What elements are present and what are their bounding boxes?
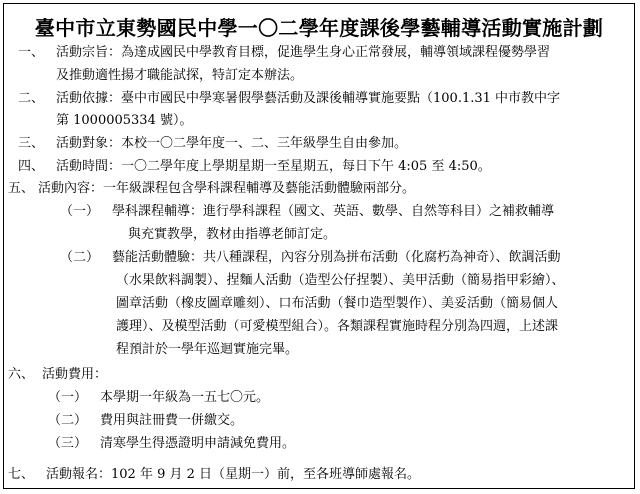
section-5-item-2-line-3: 圖章活動（橡皮圖章雕刻）、口布活動（餐巾造型製作）、美妥活動（簡易個人 xyxy=(116,296,559,311)
section-5-item-1-line-2: 與充實教學，教材由指導老師訂定。 xyxy=(128,227,337,242)
section-4-line-1 xyxy=(18,158,491,176)
section-5-item-2-text-1: 藝能活動體驗：共八種課程，內容分別為拼布活動（化腐朽為神奇）、飲調活動 xyxy=(112,250,561,265)
section-5-item-2-line-5: 程預計於一學年巡迴實施完畢。 xyxy=(116,342,299,357)
section-1-number: 一、 xyxy=(18,45,45,60)
section-3-text-1: 活動對象：本校一〇二學年度一、二、三年級學生自由參加。 xyxy=(56,136,408,151)
section-1-line-1 xyxy=(18,44,550,62)
section-6-item-2-text: 費用與註冊費一併繳交。 xyxy=(100,413,244,428)
section-6-line-1 xyxy=(8,366,107,384)
section-5-item-2-number: （二） xyxy=(60,250,100,265)
section-6-number: 六、 xyxy=(8,367,35,382)
section-5-item-1-text-1: 學科課程輔導：進行學科課程（國文、英語、數學、自然等科目）之補救輔導 xyxy=(112,204,555,219)
section-2-line-2: 第 1000005334 號）。 xyxy=(56,113,193,128)
section-6-item-2 xyxy=(48,412,243,430)
section-6-text-1: 活動費用： xyxy=(42,367,108,382)
section-5-text-1: 活動內容：一年級課程包含學科課程輔導及藝能活動體驗兩部分。 xyxy=(38,181,416,196)
section-6-item-3-number: （三） xyxy=(48,436,88,451)
section-7-text-1: 活動報名：102 年 9 月 2 日（星期一）前，至各班導師處報名。 xyxy=(46,467,421,482)
section-6-item-2-number: （二） xyxy=(48,413,88,428)
section-5-item-2-line-2: （水果飲料調製）、捏麵人活動（造型公仔捏製）、美甲活動（簡易指甲彩繪）、 xyxy=(116,273,565,288)
section-1-line-2: 及推動適性揚才職能試探，特訂定本辦法。 xyxy=(56,68,304,83)
section-2-line-1 xyxy=(18,90,560,108)
section-5-item-1-line-1 xyxy=(60,203,554,221)
section-3-number: 三、 xyxy=(18,136,45,151)
section-7-line-1 xyxy=(8,466,420,484)
section-7-number: 七、 xyxy=(8,467,35,482)
section-6-item-1 xyxy=(48,389,269,407)
section-4-text-1: 活動時間：一〇二學年度上學期星期一至星期五，每日下午 4:05 至 4:50。 xyxy=(56,159,491,174)
section-5-item-2-line-1 xyxy=(60,249,561,267)
section-6-item-1-number: （一） xyxy=(48,390,88,405)
section-6-item-3-text: 清寒學生得憑證明申請減免費用。 xyxy=(100,436,296,451)
document-frame xyxy=(3,3,635,489)
section-2-number: 二、 xyxy=(18,91,45,106)
section-6-item-3 xyxy=(48,435,295,453)
section-1-text-1: 活動宗旨：為達成國民中學教育目標，促進學生身心正常發展，輔導領域課程優勢學習 xyxy=(56,45,551,60)
section-6-item-1-text: 本學期一年級為一五七〇元。 xyxy=(100,390,270,405)
document-title: 臺中市立東勢國民中學一〇二學年度課後學藝輔導活動實施計劃 xyxy=(34,16,604,40)
section-5-item-2-line-4: 護理）、及模型活動（可愛模型組合）。各類課程實施時程分別為四週，上述課 xyxy=(116,319,559,334)
section-5-line-1 xyxy=(8,180,415,198)
section-3-line-1 xyxy=(18,135,407,153)
section-5-number: 五、 xyxy=(8,181,35,196)
section-2-text-1: 活動依據：臺中市國民中學寒暑假學藝活動及課後輔導實施要點（100.1.31 中市教中字 xyxy=(56,91,561,106)
section-4-number: 四、 xyxy=(18,159,45,174)
section-5-item-1-number: （一） xyxy=(60,204,100,219)
